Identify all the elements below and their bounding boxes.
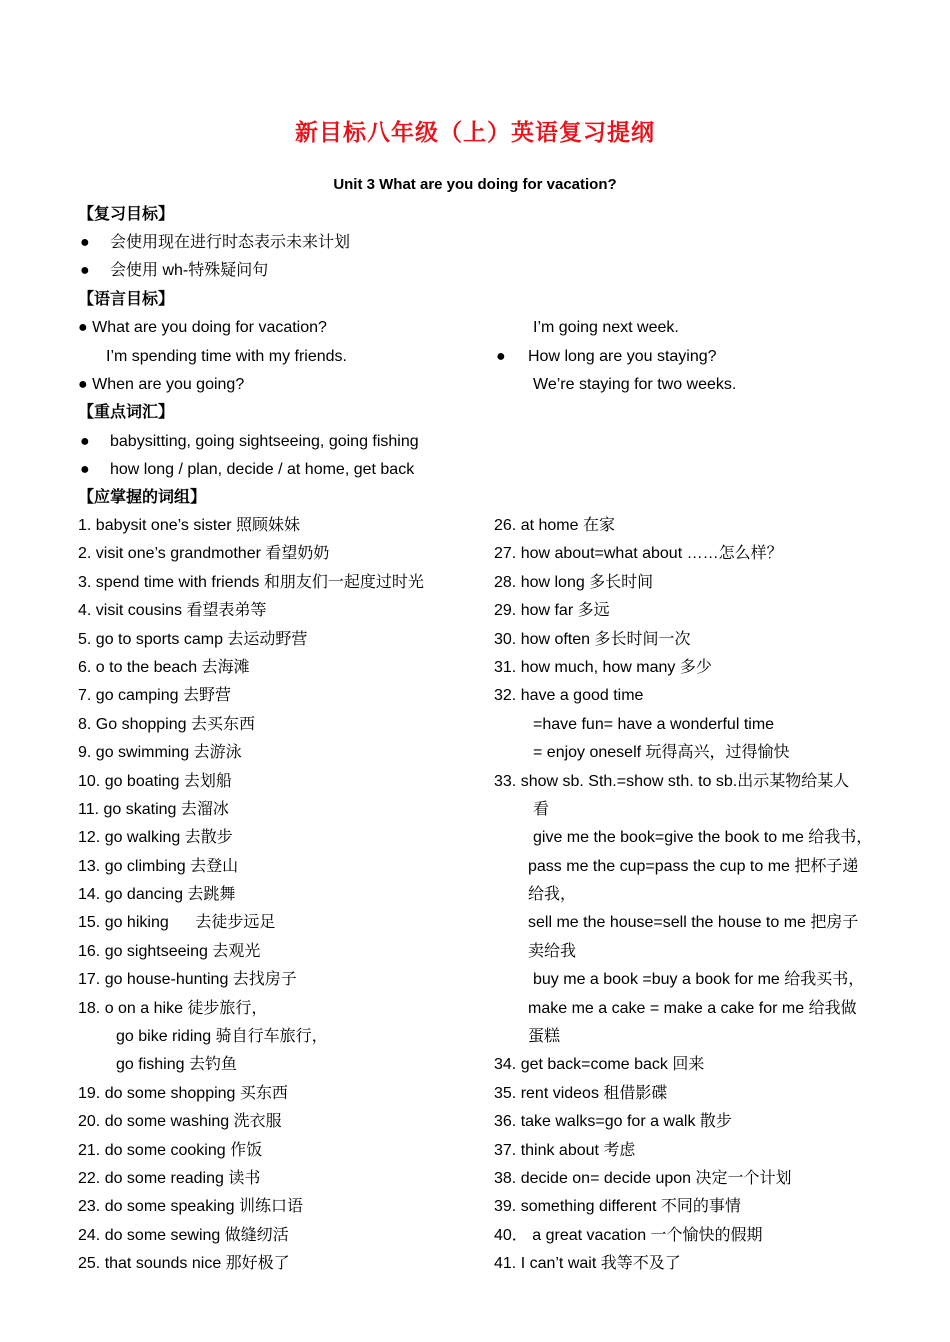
list-item: = enjoy oneself 玩得高兴，过得愉快 (533, 744, 790, 762)
list-item: 38. decide on= decide upon 决定一个计划 (494, 1169, 792, 1187)
vocab-item: ● babysitting, going sightseeing, going fishing (80, 433, 419, 450)
language-question: ● When are you going? (78, 376, 245, 393)
review-goal-item: ● 会使用 wh-特殊疑问句 (80, 262, 269, 279)
list-item: 39. something different 不同的事情 (494, 1198, 741, 1216)
list-item: go fishing 去钓鱼 (116, 1056, 237, 1074)
list-item: 1. babysit one’s sister 照顾妹妹 (78, 517, 301, 534)
list-item: 蛋糕 (528, 1028, 561, 1046)
list-item: 5. go to sports camp 去运动野营 (78, 630, 308, 648)
language-answer: I’m going next week. (533, 319, 679, 336)
section-review-goals: 【复习目标】 (78, 206, 175, 223)
list-item: 12. go walking 去散步 (78, 829, 233, 847)
list-item: 26. at home 在家 (494, 517, 615, 534)
list-item: 2. visit one’s grandmother 看望奶奶 (78, 545, 330, 563)
list-item: 7. go camping 去野营 (78, 687, 231, 705)
list-item: 15. go hiking 去徒步远足 (78, 914, 276, 932)
language-answer: We’re staying for two weeks. (533, 376, 737, 393)
phrase-list-left (78, 512, 468, 1279)
list-item: 34. get back=come back 回来 (494, 1056, 705, 1074)
list-item: 卖给我 (528, 942, 577, 960)
document-title: 新目标八年级（上）英语复习提纲 (295, 119, 655, 145)
list-item: give me the book=give the book to me 给我书， (533, 829, 873, 847)
list-item: buy me a book =buy a book for me 给我买书， (533, 971, 865, 989)
list-item: 41. I can’t wait 我等不及了 (494, 1255, 681, 1273)
list-item: 给我， (528, 886, 577, 904)
list-item: 30. how often 多长时间一次 (494, 630, 691, 648)
list-item: 35. rent videos 租借影碟 (494, 1084, 668, 1102)
list-item: 11. go skating 去溜冰 (78, 800, 229, 818)
list-item: 40． a great vacation 一个愉快的假期 (494, 1226, 763, 1244)
bullet-icon: ● (78, 376, 88, 393)
bullet-icon: ● (80, 262, 90, 279)
list-item: 33. show sb. Sth.=show sth. to sb.出示某物给某人 (494, 772, 850, 790)
list-item: 14. go dancing 去跳舞 (78, 886, 236, 904)
list-item: 4. visit cousins 看望表弟等 (78, 602, 267, 620)
list-item: 20. do some washing 洗衣服 (78, 1113, 282, 1131)
list-item: 37. think about 考虑 (494, 1141, 636, 1159)
list-item: 32. have a good time (494, 687, 644, 705)
list-item: 29. how far 多远 (494, 602, 610, 620)
section-phrases: 【应掌握的词组】 (78, 489, 207, 506)
language-question: ● What are you doing for vacation? (78, 319, 327, 336)
review-goal-item: ● 会使用现在进行时态表示未来计划 (80, 234, 351, 251)
list-item: 21. do some cooking 作饭 (78, 1141, 263, 1159)
bullet-icon: ● (80, 461, 90, 478)
bullet-icon: ● (78, 319, 88, 336)
list-item: 22. do some reading 读书 (78, 1169, 261, 1187)
list-item: 28. how long 多长时间 (494, 573, 654, 591)
list-item: 17. go house-hunting 去找房子 (78, 971, 297, 989)
list-item: pass me the cup=pass the cup to me 把杯子递 (528, 857, 859, 875)
language-question: ● How long are you staying? (496, 348, 717, 365)
unit-subtitle: Unit 3 What are you doing for vacation? (333, 176, 617, 193)
list-item: 3. spend time with friends 和朋友们一起度过时光 (78, 573, 424, 591)
bullet-icon: ● (80, 433, 90, 450)
list-item: 9. go swimming 去游泳 (78, 744, 242, 762)
vocab-item: ● how long / plan, decide / at home, get back (80, 461, 415, 478)
section-key-vocab: 【重点词汇】 (78, 404, 175, 421)
list-item: 13. go climbing 去登山 (78, 857, 239, 875)
list-item: 8. Go shopping 去买东西 (78, 715, 255, 733)
section-language-goals: 【语言目标】 (78, 291, 175, 308)
list-item: go bike riding 骑自行车旅行， (116, 1028, 328, 1046)
list-item: 27. how about=what about ……怎么样？ (494, 545, 783, 563)
bullet-icon: ● (80, 234, 90, 251)
bullet-icon: ● (496, 348, 506, 365)
list-item: 10. go boating 去划船 (78, 772, 232, 790)
list-item: 看 (533, 800, 550, 818)
list-item: sell me the house=sell the house to me 把房子 (528, 914, 859, 932)
list-item: 36. take walks=go for a walk 散步 (494, 1113, 732, 1131)
list-item: 25. that sounds nice 那好极了 (78, 1255, 290, 1273)
list-item: 24. do some sewing 做缝纫活 (78, 1226, 289, 1244)
list-item: make me a cake = make a cake for me 给我做 (528, 999, 857, 1017)
list-item: 31. how much, how many 多少 (494, 658, 712, 676)
list-item: 6. o to the beach 去海滩 (78, 658, 250, 676)
list-item: =have fun= have a wonderful time (533, 715, 775, 733)
phrase-list-right (494, 512, 886, 1279)
language-answer: I’m spending time with my friends. (106, 348, 347, 365)
list-item: 18. o on a hike 徒步旅行， (78, 999, 268, 1017)
list-item: 23. do some speaking 训练口语 (78, 1198, 303, 1216)
list-item: 19. do some shopping 买东西 (78, 1084, 288, 1102)
list-item: 16. go sightseeing 去观光 (78, 942, 261, 960)
